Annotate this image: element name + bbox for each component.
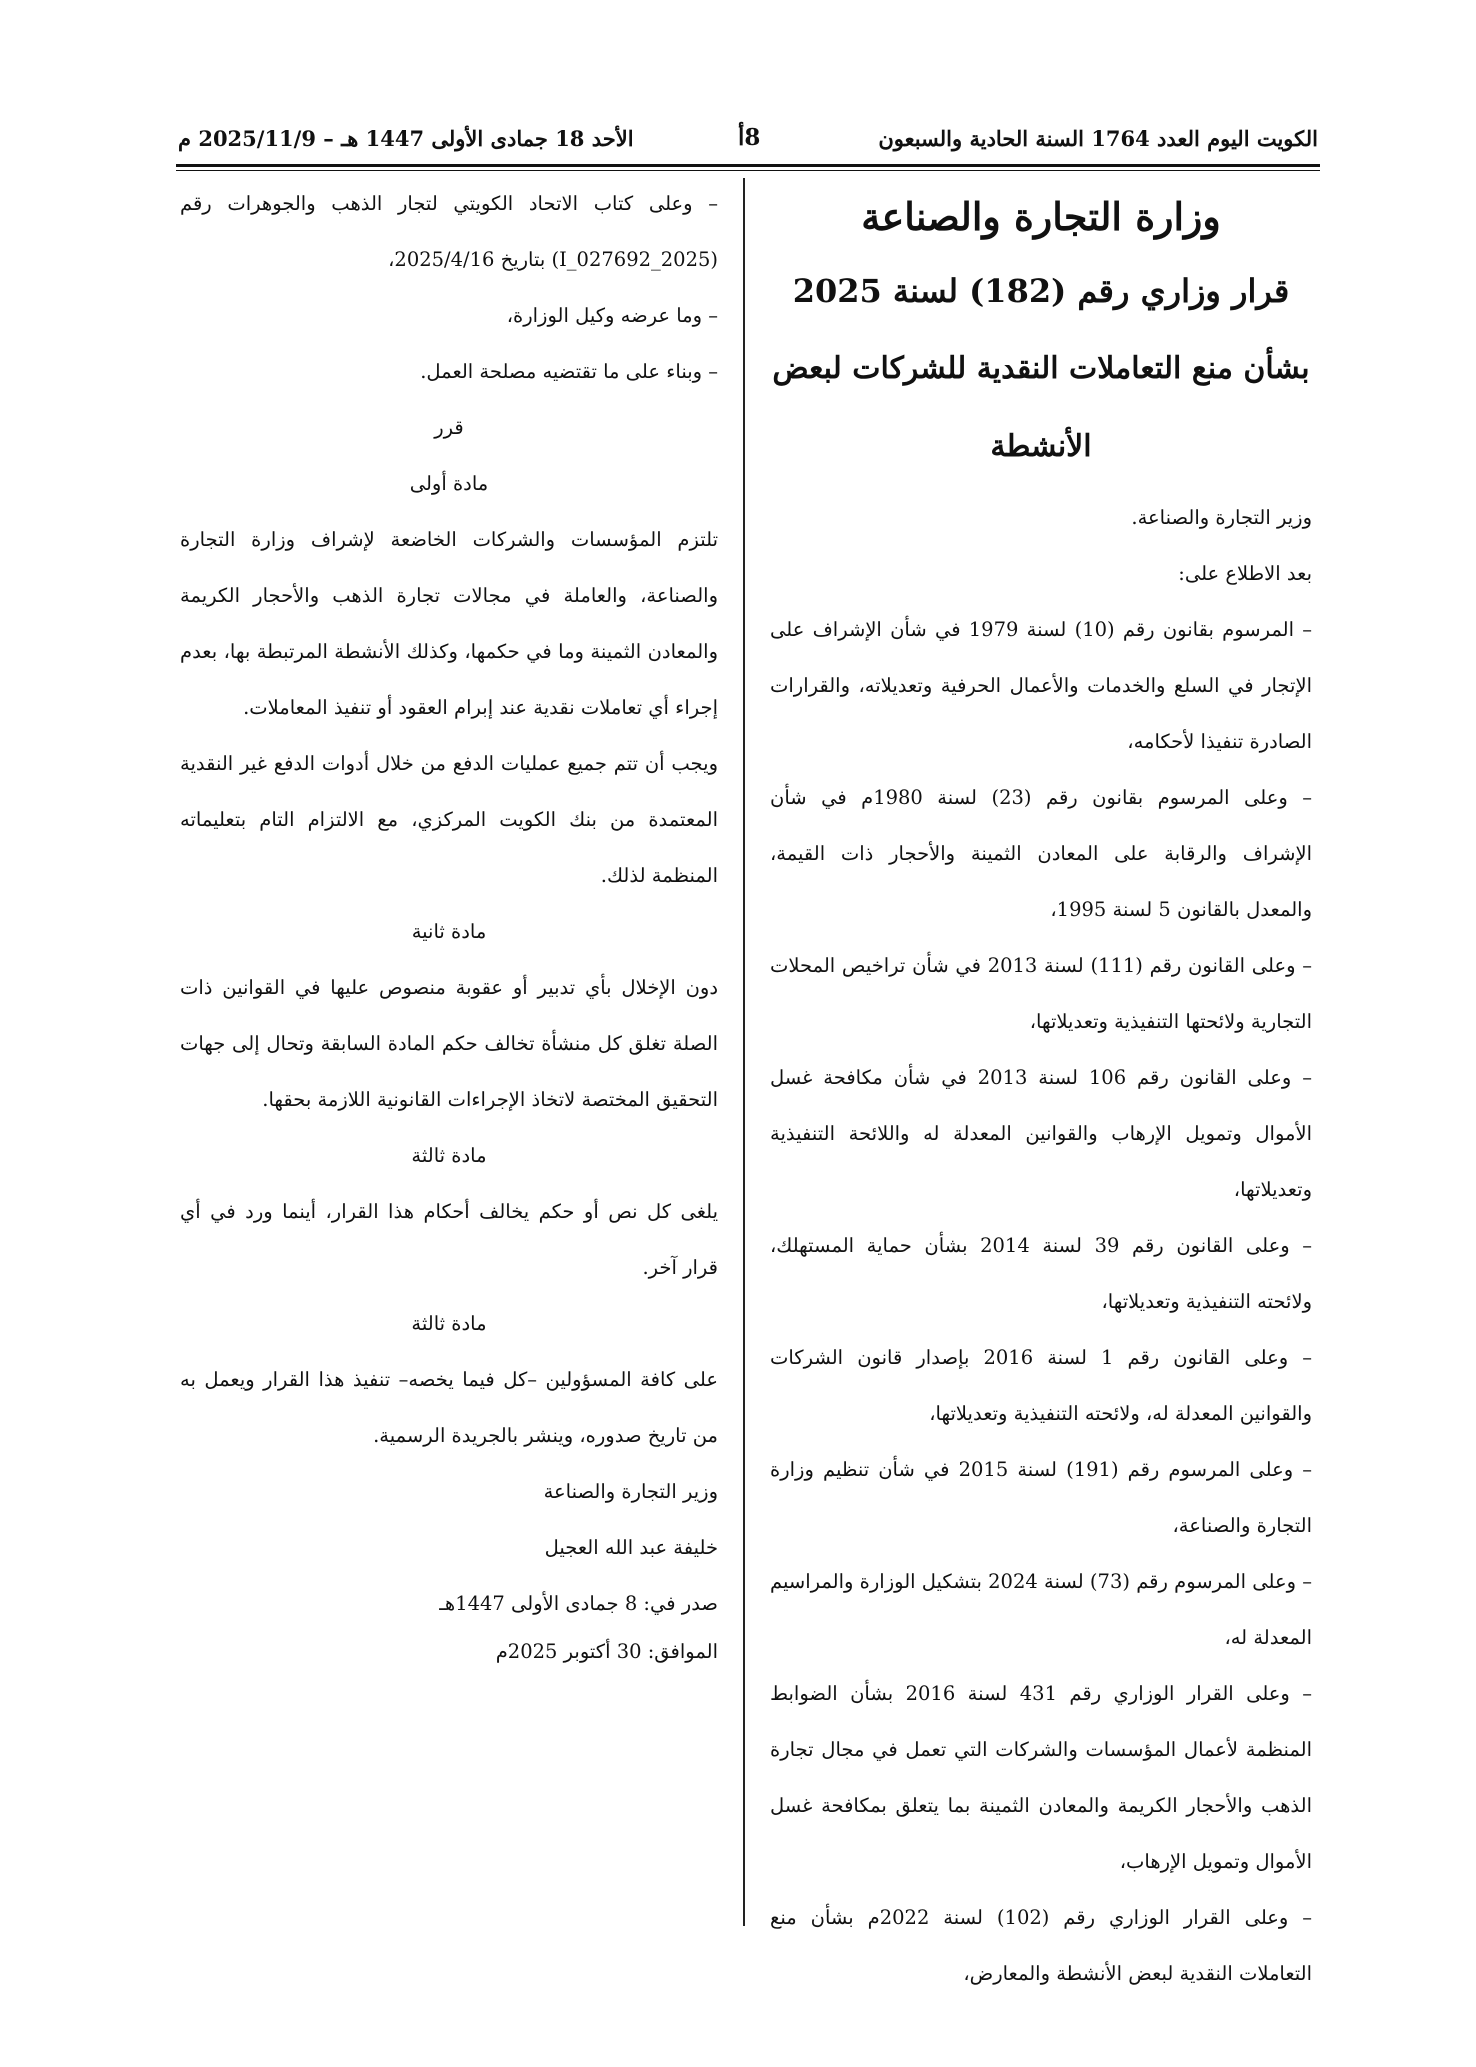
after-review: بعد الاطلاع على:: [1178, 562, 1312, 585]
right-column: [770, 180, 1312, 2002]
left-column: [180, 176, 718, 1672]
preamble-item: – وعلى القرار الوزاري رقم 431 لسنة 2016 بشأن الضوابط المنظمة لأعمال المؤسسات والشركات التي تعمل في مجال تجارة الذهب والأحجار الكريمة والمعادن الثمينة بما يتعلق بمكافحة غسل الأموال وتمويل الإرهاب،: [770, 1682, 1313, 1873]
preamble-item: – وعلى المرسوم بقانون رقم (23) لسنة 1980م في شأن الإشراف والرقابة على المعادن الثمينة والأحجار ذات القيمة، والمعدل بالقانون 5 لسنة 1995،: [770, 786, 1312, 921]
preamble-item: – المرسوم بقانون رقم (10) لسنة 1979 في شأن الإشراف على الإتجار في السلع والخدمات والأعمال الحرفية وتعديلاته، والقرارات الصادرة تنفيذا لأحكامه،: [770, 618, 1312, 753]
column-divider: [743, 178, 745, 1926]
minister-intro: وزير التجارة والصناعة.: [1131, 506, 1312, 529]
preamble-item-undersecretary: – وما عرضه وكيل الوزارة،: [506, 304, 718, 327]
preamble-item: – وعلى المرسوم رقم (73) لسنة 2024 بتشكيل الوزارة والمراسيم المعدلة له،: [770, 1570, 1312, 1649]
article-1-title: مادة أولى: [409, 472, 489, 495]
preamble-item: – وعلى القانون رقم (111) لسنة 2013 في شأن تراخيص المحلات التجارية ولائحتها التنفيذية وتعديلاتها،: [770, 954, 1312, 1033]
preamble-item-federation: – وعلى كتاب الاتحاد الكويتي لتجار الذهب والجوهرات رقم (I_027692_2025) بتاريخ 2025/4/16،: [180, 192, 718, 271]
article-3-title: مادة ثالثة: [411, 1144, 487, 1167]
preamble-item: – وعلى القانون رقم 106 لسنة 2013 في شأن مكافحة غسل الأموال وتمويل الإرهاب والقوانين المعدلة له واللائحة التنفيذية وتعديلاتها،: [770, 1066, 1312, 1201]
decree-subject: [770, 330, 1312, 486]
article-1-paragraph-1: تلتزم المؤسسات والشركات الخاضعة لإشراف وزارة التجارة والصناعة، والعاملة في مجالات تجارة الذهب والأحجار الكريمة والمعادن الثمينة وما في حكمها، وكذلك الأنشطة المرتبطة بها، بعدم إجراء أي تعاملات نقدية عند إبرام العقود أو تنفيذ المعاملات.: [180, 528, 718, 719]
issue-date: الأحد 18 جمادى الأولى 1447 هـ – 2025/11/9 م: [178, 126, 634, 151]
article-4-title: مادة ثالثة: [411, 1312, 487, 1335]
header-rule-thin: [176, 170, 1320, 171]
gazette-issue-info: الكويت اليوم العدد 1764 السنة الحادية والسبعون: [878, 126, 1318, 151]
page-number: 8أ: [738, 124, 761, 151]
article-1-paragraph-2: ويجب أن تتم جميع عمليات الدفع من خلال أدوات الدفع غير النقدية المعتمدة من بنك الكويت المركزي، مع الالتزام التام بتعليماته المنظمة لذلك.: [180, 752, 718, 887]
preamble-item: – وعلى القرار الوزاري رقم (102) لسنة 2022م بشأن منع التعاملات النقدية لبعض الأنشطة والمعارض،: [770, 1906, 1313, 1985]
preamble-item-interest: – وبناء على ما تقتضيه مصلحة العمل.: [420, 360, 718, 383]
corresponding-date: الموافق: 30 أكتوبر 2025م: [495, 1640, 718, 1663]
decree-subject-line-2: الأنشطة: [990, 429, 1092, 464]
decree-subject-line-1: بشأن منع التعاملات النقدية للشركات لبعض: [772, 351, 1310, 386]
article-2-text: دون الإخلال بأي تدبير أو عقوبة منصوص عليها في القوانين ذات الصلة تغلق كل منشأة تخالف حكم المادة السابقة وتحال إلى جهات التحقيق المختصة لاتخاذ الإجراءات القانونية اللازمة بحقها.: [180, 976, 718, 1111]
article-3-text: يلغى كل نص أو حكم يخالف أحكام هذا القرار، أينما ورد في أي قرار آخر.: [180, 1200, 718, 1279]
issued-date: صدر في: 8 جمادى الأولى 1447هـ: [439, 1592, 718, 1615]
signature-title: وزير التجارة والصناعة: [543, 1480, 718, 1503]
header-rule-thick: [176, 164, 1320, 167]
decree-title: قرار وزاري رقم (182) لسنة 2025: [792, 272, 1290, 310]
article-2-title: مادة ثانية: [411, 920, 487, 943]
preamble-item: – وعلى القانون رقم 39 لسنة 2014 بشأن حماية المستهلك، ولائحته التنفيذية وتعديلاتها،: [770, 1234, 1312, 1313]
page-header: [178, 122, 1318, 158]
decided-heading: قرر: [434, 416, 464, 439]
ministry-title: وزارة التجارة والصناعة: [861, 194, 1221, 239]
signature-name: خليفة عبد الله العجيل: [544, 1536, 718, 1559]
article-4-text: على كافة المسؤولين –كل فيما يخصه– تنفيذ هذا القرار ويعمل به من تاريخ صدوره، وينشر بالجريدة الرسمية.: [180, 1368, 718, 1447]
preamble-item: – وعلى المرسوم رقم (191) لسنة 2015 في شأن تنظيم وزارة التجارة والصناعة،: [770, 1458, 1312, 1537]
preamble-item: – وعلى القانون رقم 1 لسنة 2016 بإصدار قانون الشركات والقوانين المعدلة له، ولائحته التنفيذية وتعديلاتها،: [770, 1346, 1312, 1425]
